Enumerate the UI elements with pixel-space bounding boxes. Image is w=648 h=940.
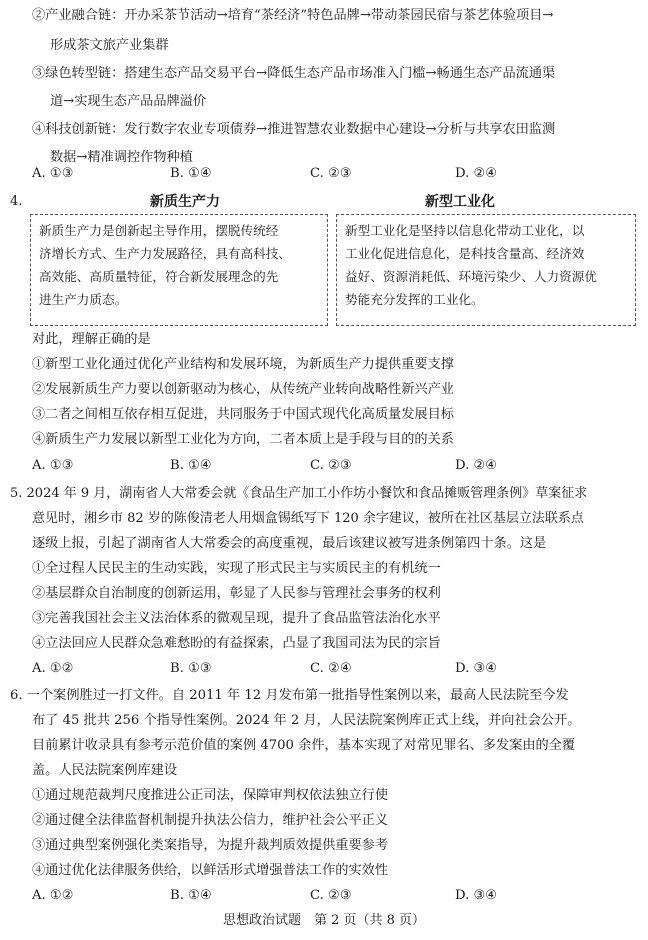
- q5-item-2: ②基层群众自治制度的创新运用，彰显了人民参与管理社会事务的权利: [32, 586, 441, 601]
- q4-box-right-line: 益好、资源消耗低、环境污染少、人力资源优: [345, 269, 597, 284]
- q4-box-right-line: 新型工业化是坚持以信息化带动工业化，以: [345, 223, 585, 238]
- q4-title-left: 新质生产力: [150, 194, 220, 210]
- q4-box-right: [336, 214, 636, 326]
- q6-item-4: ④通过优化法律服务供给，以鲜活形式增强普法工作的实效性: [32, 863, 389, 878]
- q3-item-2-line-1: ②产业融合链：开办采茶节活动→培育“茶经济”特色品牌→带动茶园民宿与茶艺体验项目→: [32, 8, 554, 23]
- q4-box-right-line: 势能充分发挥的工业化。: [345, 292, 484, 307]
- q6-stem-line-3: 目前累计收录具有参考示范价值的案例 4700 余件，基本实现了对常见罪名、多发案由的全覆: [32, 738, 576, 753]
- q5-item-4: ④立法回应人民群众急难愁盼的有益探索，凸显了我国司法为民的宗旨: [32, 636, 441, 651]
- q3-item-3-line-2: 道→实现生态产品品牌溢价: [50, 94, 207, 109]
- q5-stem-line-3: 逐级上报，引起了湖南省人大常委会的高度重视，最后该建议被写进条例第四十条。这是: [32, 536, 547, 551]
- q4-box-left-line: 进生产力质态。: [39, 292, 128, 307]
- q6-item-3: ③通过典型案例强化类案指导，为提升裁判质效提供重要参考: [32, 838, 389, 853]
- q3-item-4-line-2: 数据→精准调控作物种植: [50, 150, 193, 165]
- q5-option-a: A. ①②: [32, 661, 74, 676]
- page-footer: 思想政治试题 第 2 页（共 8 页）: [222, 913, 426, 928]
- q4-item-2: ②发展新质生产力要以创新驱动为核心，从传统产业转向战略性新兴产业: [32, 382, 454, 397]
- q6-stem-line-1: 6. 一个案例胜过一打文件。自 2011 年 12 月发布第一批指导性案例以来，最高人民法院至今发: [10, 688, 569, 703]
- q4-stem: 对此，理解正确的是: [32, 332, 151, 347]
- q4-title-right: 新型工业化: [425, 194, 495, 210]
- q4-box-left-line: 新质生产力是创新起主导作用，摆脱传统经: [39, 223, 279, 238]
- q4-box-left-line: 济增长方式、生产力发展路径，具有高科技、: [39, 246, 291, 261]
- q4-item-3: ③二者之间相互依存相互促进，共同服务于中国式现代化高质量发展目标: [32, 407, 454, 422]
- q4-number: 4.: [10, 194, 23, 209]
- q4-box-left-line: 高效能、高质量特征，符合新发展理念的先: [39, 269, 279, 284]
- q5-stem-line-2: 意见时，湘乡市 82 岁的陈俊清老人用烟盒锡纸写下 120 余字建议，被所在社区基层立法联系点: [32, 511, 584, 526]
- q6-item-2: ②通过健全法律监督机制提升执法公信力，维护社会公平正义: [32, 813, 389, 828]
- q3-item-4-line-1: ④科技创新链：发行数字农业专项债券→推进智慧农业数据中心建设→分析与共享农田监测: [32, 122, 556, 137]
- q6-option-a: A. ①②: [32, 888, 74, 903]
- q4-option-a: A. ①③: [32, 458, 74, 473]
- q5-item-1: ①全过程人民民主的生动实践，实现了形式民主与实质民主的有机统一: [32, 561, 441, 576]
- q5-option-d: D. ③④: [455, 661, 498, 676]
- q5-option-c: C. ②④: [310, 661, 352, 676]
- q3-option-c: C. ②③: [310, 166, 352, 181]
- q4-option-b: B. ①④: [170, 458, 212, 473]
- q4-box-right-line: 工业化促进信息化，是科技含量高、经济效: [345, 246, 585, 261]
- q5-option-b: B. ①③: [170, 661, 212, 676]
- q4-option-c: C. ②③: [310, 458, 352, 473]
- q6-option-b: B. ①④: [170, 888, 212, 903]
- q5-item-3: ③完善我国社会主义法治体系的微观呈现，提升了食品监管法治化水平: [32, 611, 441, 626]
- q3-item-2-line-2: 形成茶文旅产业集群: [50, 38, 169, 53]
- q4-option-d: D. ②④: [455, 458, 498, 473]
- q6-stem-line-2: 布了 45 批共 256 个指导性案例。2024 年 2 月，人民法院案例库正式上线，并向社会公开。: [32, 713, 581, 728]
- q3-option-a: A. ①③: [32, 166, 74, 181]
- q6-stem-line-4: 盖。人民法院案例库建设: [32, 763, 178, 778]
- q4-item-1: ①新型工业化通过优化产业结构和发展环境，为新质生产力提供重要支撑: [32, 357, 454, 372]
- q3-option-b: B. ①④: [170, 166, 212, 181]
- q4-box-left: [30, 214, 328, 326]
- q6-option-c: C. ②③: [310, 888, 352, 903]
- q6-option-d: D. ③④: [455, 888, 498, 903]
- q5-stem-line-1: 5. 2024 年 9 月，湖南省人大常委会就《食品生产加工小作坊小餐饮和食品摊贩管理条例》草案征求: [10, 486, 588, 501]
- q4-item-4: ④新质生产力发展以新型工业化为方向，二者本质上是手段与目的的关系: [32, 432, 454, 447]
- q6-item-1: ①通过规范裁判尺度推进公正司法，保障审判权依法独立行使: [32, 788, 389, 803]
- q3-item-3-line-1: ③绿色转型链：搭建生态产品交易平台→降低生态产品市场准入门槛→畅通生态产品流通渠: [32, 66, 556, 81]
- q3-option-d: D. ②④: [455, 166, 498, 181]
